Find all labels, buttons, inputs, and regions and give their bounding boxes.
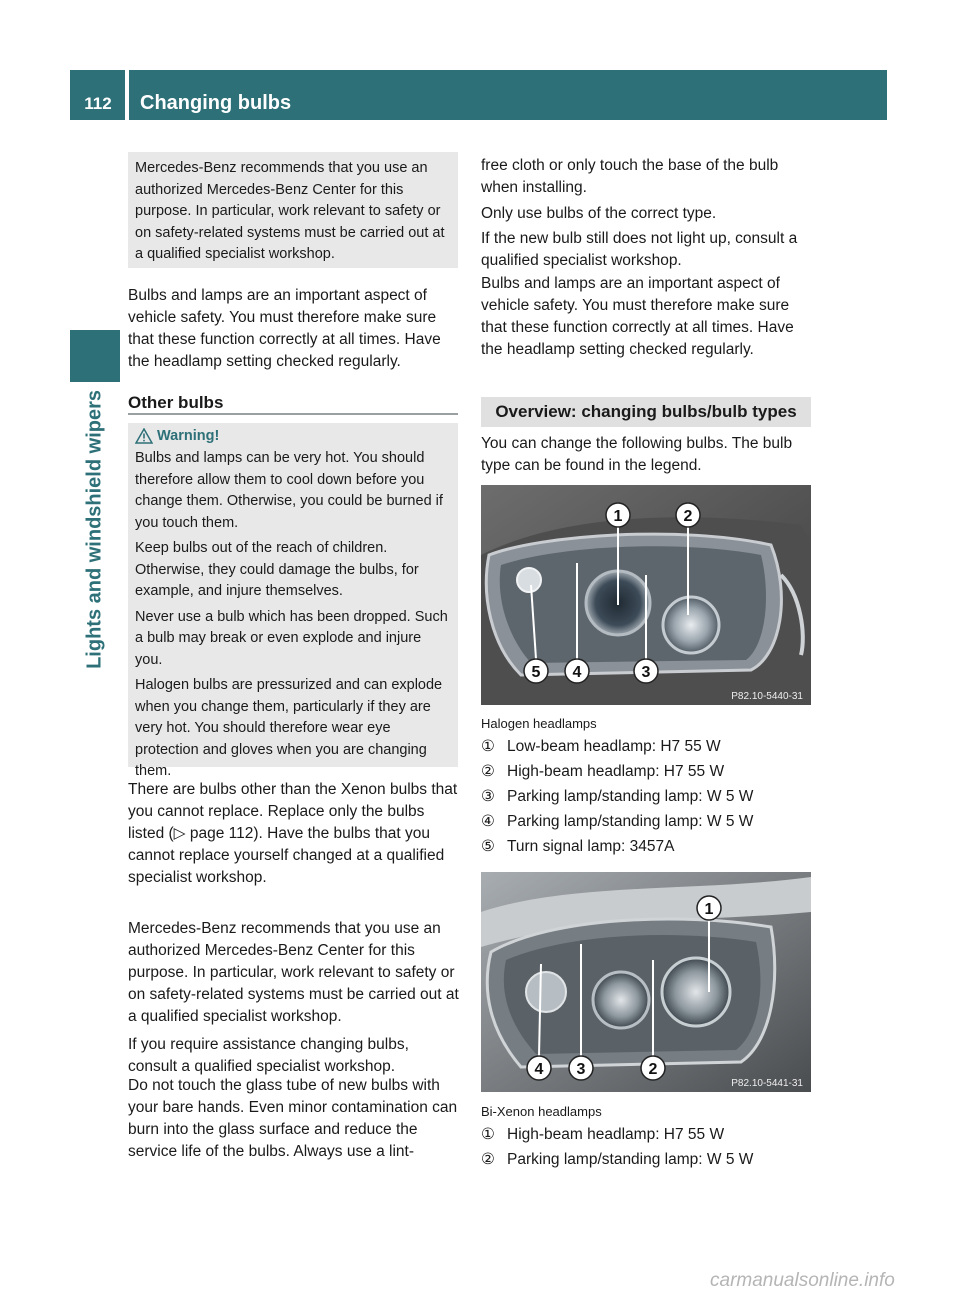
legend-text: Parking lamp/standing lamp: W 5 W — [507, 788, 754, 805]
legend-item — [481, 1149, 811, 1171]
warning-text: Bulbs and lamps can be very hot. You should therefore allow them to cool down before you change them. Otherwise, you could be burned if you touch them. — [135, 450, 443, 531]
paragraph: Only use bulbs of the correct type. — [481, 205, 717, 222]
warning-triangle-icon — [135, 428, 153, 444]
legend-text: Parking lamp/standing lamp: W 5 W — [507, 1151, 754, 1168]
warning-title: Warning! — [157, 428, 220, 444]
warning-text: Keep bulbs out of the reach of children. Otherwise, they could damage the bulbs, for example, and injure themselves. — [135, 540, 419, 599]
callout-4: 4 — [572, 664, 582, 681]
section-heading-other-bulbs: Other bulbs — [128, 393, 224, 412]
callout-4: 4 — [534, 1061, 544, 1078]
legend-text: Low-beam headlamp: H7 55 W — [507, 738, 721, 755]
side-tab — [70, 390, 120, 990]
paragraph: Mercedes-Benz recommends that you use an authorized Mercedes-Benz Center for this purpose. In particular, work relevant to safety or on safety-related systems must be carried out at a qualified specialist workshop. — [128, 920, 459, 1025]
legend-item — [481, 761, 811, 783]
watermark: carmanualsonline.info — [710, 1270, 895, 1291]
legend-text: High-beam headlamp: H7 55 W — [507, 1126, 725, 1143]
paragraph: free cloth or only touch the base of the bulb when installing. — [481, 157, 779, 196]
info-box — [128, 152, 458, 268]
page-number: 112 — [84, 94, 112, 113]
overview-heading: Overview: changing bulbs/bulb types — [481, 397, 811, 427]
paragraph: If you require assistance changing bulbs, consult a qualified specialist workshop. — [128, 1036, 409, 1075]
header-divider — [125, 70, 129, 120]
warning-box — [128, 423, 458, 779]
legend-item — [481, 811, 811, 833]
halogen-legend — [481, 736, 811, 858]
side-tab-label: Lights and windshield wipers — [83, 390, 106, 669]
callout-5: 5 — [531, 664, 541, 681]
paragraph: Do not touch the glass tube of new bulbs with your bare hands. Even minor contamination can burn into the glass surface and reduce the service life of the bulbs. Always use a lint- — [128, 1077, 458, 1160]
paragraph: If the new bulb still does not light up, consult a qualified specialist workshop. — [481, 230, 798, 269]
legend-text: Parking lamp/standing lamp: W 5 W — [507, 813, 754, 830]
warning-text: Never use a bulb which has been dropped. Such a bulb may break or even explode and injure you. — [135, 608, 448, 668]
callout-1: 1 — [613, 508, 623, 525]
xenon-legend — [481, 1124, 811, 1171]
legend-number: ② — [481, 1151, 495, 1168]
legend-item — [481, 836, 811, 858]
legend-text: High-beam headlamp: H7 55 W — [507, 763, 725, 780]
callout-2: 2 — [683, 508, 693, 525]
legend-item — [481, 786, 811, 808]
bixenon-headlamp-photo — [481, 872, 811, 1092]
heading-rule — [128, 413, 458, 415]
legend-number: ③ — [481, 788, 495, 805]
callout-3: 3 — [641, 664, 651, 681]
callout-3: 3 — [576, 1061, 586, 1078]
legend-text: Turn signal lamp: 3457A — [507, 838, 675, 855]
figure-caption: Halogen headlamps — [481, 716, 597, 731]
warning-header — [135, 428, 452, 444]
photo-code: P82.10-5441-31 — [731, 1078, 803, 1089]
photo-code: P82.10-5440-31 — [731, 691, 803, 702]
legend-number: ② — [481, 763, 495, 780]
paragraph: Bulbs and lamps are an important aspect of vehicle safety. You must therefore make sure that these function correctly at all times. Have the headlamp setting checked regularly. — [481, 275, 794, 358]
figure-caption: Bi-Xenon headlamps — [481, 1104, 602, 1119]
legend-number: ① — [481, 738, 495, 755]
callout-2: 2 — [648, 1061, 658, 1078]
halogen-headlamp-photo — [481, 485, 811, 705]
paragraph: You can change the following bulbs. The bulb type can be found in the legend. — [481, 435, 793, 474]
paragraph: There are bulbs other than the Xenon bulbs that you cannot replace. Replace only the bulbs listed (▷ page 112). Have the bulbs that you cannot replace yourself changed at a qualified specialist workshop. — [128, 781, 458, 886]
legend-number: ④ — [481, 813, 495, 830]
legend-number: ⑤ — [481, 838, 495, 855]
page-title: Changing bulbs — [140, 92, 292, 114]
info-box-text: Mercedes-Benz recommends that you use an authorized Mercedes-Benz Center for this purpose. In particular, work relevant to safety or on safety-related systems must be carried out at a qualified specialist workshop. — [135, 160, 445, 262]
side-tab-marker — [70, 330, 120, 382]
legend-item — [481, 1124, 811, 1146]
warning-text: Halogen bulbs are pressurized and can explode when you change them, particularly if they are very hot. You should therefore wear eye protection and gloves when you are changing them. — [135, 677, 443, 779]
legend-item — [481, 736, 811, 758]
legend-number: ① — [481, 1126, 495, 1143]
paragraph: Bulbs and lamps are an important aspect of vehicle safety. You must therefore make sure that these function correctly at all times. Have the headlamp setting checked regularly. — [128, 287, 441, 370]
callout-1: 1 — [704, 901, 714, 918]
